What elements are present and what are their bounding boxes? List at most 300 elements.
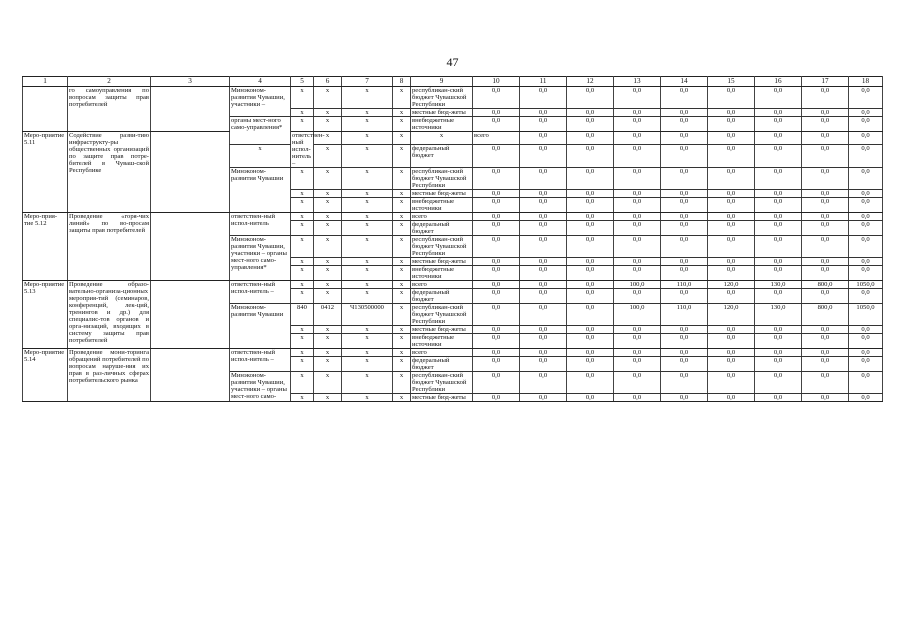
amount-cell: 0,0 <box>708 357 755 372</box>
amount-cell: 0,0 <box>755 109 802 117</box>
amount-cell: 0,0 <box>520 349 567 357</box>
grbs-code: x <box>291 236 314 258</box>
funding-source: республикан-ский бюджет Чувашской Республики <box>411 236 473 258</box>
amount-cell: 0,0 <box>614 349 661 357</box>
amount-cell: 0,0 <box>614 372 661 394</box>
amount-cell: 0,0 <box>614 289 661 304</box>
amount-cell: 0,0 <box>520 221 567 236</box>
amount-cell: 0,0 <box>849 144 883 167</box>
section-code: x <box>314 266 342 281</box>
column-header: 3 <box>151 77 230 87</box>
target-article-code: x <box>342 117 393 132</box>
amount-cell: 0,0 <box>614 117 661 132</box>
amount-cell: 0,0 <box>661 213 708 221</box>
amount-cell: 0,0 <box>567 117 614 132</box>
target-article-code: x <box>393 132 411 145</box>
amount-cell: 0,0 <box>473 394 520 402</box>
section-code: x <box>314 326 342 334</box>
amount-cell: 0,0 <box>614 394 661 402</box>
section-code: x <box>314 190 342 198</box>
measure-title: Проведение мони-торинга обращений потребителей по вопросам наруше-ния их прав в раз-личных сферах потребительского рынка <box>68 349 151 402</box>
amount-cell: 0,0 <box>520 357 567 372</box>
amount-cell: 0,0 <box>473 168 520 190</box>
funding-source: местные бюд-жеты <box>411 190 473 198</box>
measure-title: го самоуправления по вопросам защиты прав потребителей <box>68 87 151 132</box>
amount-cell: 0,0 <box>849 372 883 394</box>
target-article-code: x <box>342 258 393 266</box>
funding-source: республикан-ский бюджет Чувашской Республики <box>411 87 473 109</box>
funding-source: республикан-ский бюджет Чувашской Республики <box>411 304 473 326</box>
amount-cell: 0,0 <box>849 132 883 145</box>
grbs-code: x <box>291 168 314 190</box>
section-code: x <box>314 258 342 266</box>
amount-cell: 0,0 <box>473 304 520 326</box>
section-code: x <box>314 109 342 117</box>
amount-cell: 0,0 <box>849 198 883 213</box>
amount-cell: 0,0 <box>802 190 849 198</box>
funding-source: всего <box>411 349 473 357</box>
amount-cell: 0,0 <box>755 334 802 349</box>
grbs-code: x <box>291 334 314 349</box>
measure-title: Содействие разви-тию инфраструкту-ры общественных организаций по защите прав потре-бителей в Чуваш-ской Республике <box>68 132 151 213</box>
amount-cell: 0,0 <box>849 357 883 372</box>
responsible-executor: Минэконом-развития Чувашии, участники – <box>230 87 291 117</box>
amount-cell: 0,0 <box>473 236 520 258</box>
responsible-executor: органы мест-ного само-управления* <box>230 117 291 145</box>
column-header: 14 <box>661 77 708 87</box>
column-header: 4 <box>230 77 291 87</box>
measure-number: Меро-приятие 5.13 <box>23 281 68 349</box>
expense-type-code: x <box>393 87 411 109</box>
funding-source: внебюджетные источники <box>411 117 473 132</box>
funding-source: республикан-ский бюджет Чувашской Республики <box>411 168 473 190</box>
funding-source: местные бюд-жеты <box>411 258 473 266</box>
amount-cell: 0,0 <box>802 132 849 145</box>
amount-cell: 0,0 <box>614 132 661 145</box>
target-article-code: Ч130500000 <box>342 304 393 326</box>
grbs-code: x <box>291 372 314 394</box>
amount-cell: 0,0 <box>802 357 849 372</box>
amount-cell: 0,0 <box>473 213 520 221</box>
amount-cell: 0,0 <box>802 394 849 402</box>
amount-cell: 0,0 <box>755 357 802 372</box>
grbs-code: x <box>291 289 314 304</box>
amount-cell: 0,0 <box>567 87 614 109</box>
funding-source: федеральный бюджет <box>411 144 473 167</box>
table-row <box>23 213 883 221</box>
column-header: 18 <box>849 77 883 87</box>
amount-cell: 0,0 <box>755 87 802 109</box>
amount-cell: 0,0 <box>567 258 614 266</box>
amount-cell: 0,0 <box>849 394 883 402</box>
target-article-code: x <box>342 109 393 117</box>
amount-cell: 0,0 <box>473 109 520 117</box>
amount-cell: 0,0 <box>614 334 661 349</box>
table-row <box>23 349 883 357</box>
amount-cell: 0,0 <box>567 334 614 349</box>
amount-cell: 0,0 <box>661 87 708 109</box>
responsible-executor: Минэконом-развития Чувашии <box>230 304 291 349</box>
amount-cell: 0,0 <box>520 117 567 132</box>
amount-cell: 0,0 <box>755 258 802 266</box>
amount-cell: 0,0 <box>473 221 520 236</box>
expense-type-code: x <box>393 213 411 221</box>
amount-cell: 0,0 <box>802 109 849 117</box>
amount-cell: 0,0 <box>473 372 520 394</box>
amount-cell: 0,0 <box>661 349 708 357</box>
amount-cell: 0,0 <box>802 326 849 334</box>
amount-cell: 0,0 <box>614 258 661 266</box>
amount-cell: 0,0 <box>802 236 849 258</box>
expense-type-code: x <box>393 394 411 402</box>
amount-cell: 0,0 <box>567 132 614 145</box>
amount-cell: 0,0 <box>708 258 755 266</box>
section-code: x <box>314 372 342 394</box>
grbs-code: x <box>291 213 314 221</box>
amount-cell: 0,0 <box>849 334 883 349</box>
amount-cell: 0,0 <box>661 144 708 167</box>
amount-cell: 0,0 <box>849 213 883 221</box>
amount-cell: 0,0 <box>473 326 520 334</box>
amount-cell: 800,0 <box>802 281 849 289</box>
amount-cell: 0,0 <box>567 168 614 190</box>
amount-cell: 0,0 <box>661 168 708 190</box>
amount-cell: 0,0 <box>567 221 614 236</box>
amount-cell: 0,0 <box>849 289 883 304</box>
amount-cell: 0,0 <box>473 349 520 357</box>
funding-source: местные бюд-жеты <box>411 394 473 402</box>
measure-number: Меро-приятие 5.11 <box>23 132 68 213</box>
column-header: 11 <box>520 77 567 87</box>
column-header: 8 <box>393 77 411 87</box>
target-article-code: x <box>342 266 393 281</box>
amount-cell: 120,0 <box>708 304 755 326</box>
amount-cell: 0,0 <box>520 281 567 289</box>
responsible-executor: Минэконом-развития Чувашии, участники – органы мест-ного само-управления* <box>230 236 291 281</box>
funding-source: федеральный бюджет <box>411 221 473 236</box>
amount-cell: 0,0 <box>473 144 520 167</box>
amount-cell: 0,0 <box>520 109 567 117</box>
amount-cell: 0,0 <box>473 190 520 198</box>
amount-cell: 0,0 <box>473 357 520 372</box>
column-header: 7 <box>342 77 393 87</box>
measure-title: Проведение «горя-чих линий» по во-просам защиты прав потребителей <box>68 213 151 281</box>
grbs-code: x <box>291 87 314 109</box>
amount-cell: 0,0 <box>567 326 614 334</box>
amount-cell: 110,0 <box>661 304 708 326</box>
responsible-executor: ответствен-ный испол-нитель – <box>230 349 291 372</box>
amount-cell: 0,0 <box>520 394 567 402</box>
amount-cell: 0,0 <box>802 198 849 213</box>
amount-cell: 0,0 <box>567 281 614 289</box>
amount-cell: 0,0 <box>567 109 614 117</box>
amount-cell: 0,0 <box>520 132 567 145</box>
expense-type-code: x <box>393 117 411 132</box>
amount-cell: 0,0 <box>661 266 708 281</box>
expense-type-code: x <box>393 357 411 372</box>
funding-source: федеральный бюджет <box>411 357 473 372</box>
section-code: x <box>314 198 342 213</box>
section-code: x <box>314 168 342 190</box>
amount-cell: 0,0 <box>661 258 708 266</box>
amount-cell: 0,0 <box>567 357 614 372</box>
amount-cell: 0,0 <box>567 190 614 198</box>
amount-cell: 0,0 <box>661 236 708 258</box>
amount-cell: 0,0 <box>614 144 661 167</box>
budget-table <box>22 76 883 402</box>
responsible-executor: Минэконом-развития Чувашии <box>230 168 291 213</box>
section-code: 0412 <box>314 304 342 326</box>
header-row <box>23 77 883 87</box>
grbs-code: x <box>291 357 314 372</box>
amount-cell: 0,0 <box>708 190 755 198</box>
target-article-code: x <box>342 213 393 221</box>
amount-cell: 0,0 <box>802 289 849 304</box>
amount-cell: 0,0 <box>614 190 661 198</box>
grbs-code: x <box>291 349 314 357</box>
measure-number: Меро-приятие 5.14 <box>23 349 68 402</box>
amount-cell: 0,0 <box>849 117 883 132</box>
amount-cell: 0,0 <box>849 168 883 190</box>
amount-cell: 1050,0 <box>849 281 883 289</box>
table-row <box>23 132 883 145</box>
amount-cell: 0,0 <box>661 357 708 372</box>
amount-cell: 0,0 <box>802 334 849 349</box>
target-article-code: x <box>342 221 393 236</box>
amount-cell: 0,0 <box>708 326 755 334</box>
funding-source: внебюджетные источники <box>411 198 473 213</box>
column-header: 15 <box>708 77 755 87</box>
empty-cell <box>151 213 230 281</box>
amount-cell: 0,0 <box>708 372 755 394</box>
amount-cell: 0,0 <box>849 266 883 281</box>
amount-cell: 0,0 <box>567 144 614 167</box>
amount-cell: 0,0 <box>802 168 849 190</box>
amount-cell: 0,0 <box>849 87 883 109</box>
amount-cell: 0,0 <box>473 266 520 281</box>
amount-cell: 0,0 <box>708 394 755 402</box>
amount-cell: 0,0 <box>473 87 520 109</box>
expense-type-code: x <box>393 326 411 334</box>
amount-cell: 0,0 <box>567 266 614 281</box>
amount-cell: 0,0 <box>520 236 567 258</box>
target-article-code: x <box>342 198 393 213</box>
amount-cell: 0,0 <box>520 289 567 304</box>
target-article-code: x <box>342 289 393 304</box>
section-code: x <box>314 213 342 221</box>
expense-type-code: x <box>393 190 411 198</box>
expense-type-code: x <box>411 132 473 145</box>
target-article-code: x <box>342 372 393 394</box>
section-code: x <box>314 357 342 372</box>
target-article-code: x <box>342 236 393 258</box>
amount-cell: 0,0 <box>473 117 520 132</box>
amount-cell: 0,0 <box>708 221 755 236</box>
amount-cell: 0,0 <box>755 266 802 281</box>
section-code: x <box>314 221 342 236</box>
funding-source: всего <box>411 213 473 221</box>
expense-type-code: x <box>393 372 411 394</box>
target-article-code: x <box>342 281 393 289</box>
target-article-code: x <box>342 87 393 109</box>
amount-cell: 100,0 <box>614 304 661 326</box>
section-code: x <box>314 117 342 132</box>
amount-cell: 0,0 <box>567 198 614 213</box>
amount-cell: 0,0 <box>567 213 614 221</box>
column-header: 12 <box>567 77 614 87</box>
expense-type-code: x <box>393 144 411 167</box>
amount-cell: 0,0 <box>849 349 883 357</box>
amount-cell: 0,0 <box>520 87 567 109</box>
amount-cell: 0,0 <box>520 190 567 198</box>
amount-cell: 0,0 <box>614 213 661 221</box>
expense-type-code: x <box>393 304 411 326</box>
amount-cell: 0,0 <box>755 221 802 236</box>
target-article-code: x <box>342 357 393 372</box>
target-article-code: x <box>342 326 393 334</box>
amount-cell: 0,0 <box>802 258 849 266</box>
amount-cell: 0,0 <box>614 266 661 281</box>
amount-cell: 0,0 <box>755 213 802 221</box>
amount-cell: 0,0 <box>849 326 883 334</box>
amount-cell: 0,0 <box>708 117 755 132</box>
amount-cell: 0,0 <box>614 221 661 236</box>
amount-cell: 0,0 <box>708 266 755 281</box>
amount-cell: 130,0 <box>755 304 802 326</box>
amount-cell: 0,0 <box>661 117 708 132</box>
amount-cell: 0,0 <box>708 144 755 167</box>
column-header: 5 <box>291 77 314 87</box>
amount-cell: 0,0 <box>708 168 755 190</box>
measure-number <box>23 87 68 132</box>
column-header: 1 <box>23 77 68 87</box>
amount-cell: 0,0 <box>567 394 614 402</box>
grbs-code: x <box>291 281 314 289</box>
empty-cell <box>151 281 230 349</box>
section-code: x <box>314 289 342 304</box>
amount-cell: 0,0 <box>661 326 708 334</box>
amount-cell: 0,0 <box>802 221 849 236</box>
amount-cell: 0,0 <box>661 394 708 402</box>
amount-cell: 0,0 <box>708 132 755 145</box>
table-row <box>23 87 883 109</box>
amount-cell: 0,0 <box>473 281 520 289</box>
amount-cell: 0,0 <box>802 266 849 281</box>
amount-cell: 0,0 <box>567 304 614 326</box>
amount-cell: 0,0 <box>708 334 755 349</box>
amount-cell: 0,0 <box>661 132 708 145</box>
amount-cell: 0,0 <box>802 144 849 167</box>
target-article-code: x <box>342 334 393 349</box>
amount-cell: 0,0 <box>755 394 802 402</box>
amount-cell: 0,0 <box>755 190 802 198</box>
amount-cell: 0,0 <box>802 349 849 357</box>
section-code: x <box>314 334 342 349</box>
expense-type-code: x <box>393 168 411 190</box>
amount-cell: 0,0 <box>614 168 661 190</box>
grbs-code: x <box>291 326 314 334</box>
amount-cell: 0,0 <box>849 221 883 236</box>
column-header: 13 <box>614 77 661 87</box>
funding-source: всего <box>473 132 520 145</box>
grbs-code: x <box>291 198 314 213</box>
column-header: 6 <box>314 77 342 87</box>
funding-source: местные бюд-жеты <box>411 109 473 117</box>
funding-source: федеральный бюджет <box>411 289 473 304</box>
expense-type-code: x <box>393 236 411 258</box>
amount-cell: 0,0 <box>708 87 755 109</box>
expense-type-code: x <box>393 266 411 281</box>
amount-cell: 0,0 <box>614 109 661 117</box>
amount-cell: 100,0 <box>614 281 661 289</box>
expense-type-code: x <box>393 109 411 117</box>
amount-cell: 0,0 <box>520 168 567 190</box>
amount-cell: 0,0 <box>473 289 520 304</box>
amount-cell: 0,0 <box>614 357 661 372</box>
table-row <box>23 281 883 289</box>
grbs-code: x <box>291 117 314 132</box>
expense-type-code: x <box>393 334 411 349</box>
target-article-code: x <box>342 144 393 167</box>
expense-type-code: x <box>393 221 411 236</box>
target-article-code: x <box>342 190 393 198</box>
amount-cell: 0,0 <box>708 349 755 357</box>
column-header: 9 <box>411 77 473 87</box>
grbs-code: x <box>291 190 314 198</box>
grbs-code: x <box>291 266 314 281</box>
amount-cell: 0,0 <box>661 372 708 394</box>
grbs-code: x <box>291 258 314 266</box>
amount-cell: 0,0 <box>520 266 567 281</box>
amount-cell: 0,0 <box>661 109 708 117</box>
amount-cell: 0,0 <box>661 334 708 349</box>
empty-cell <box>151 349 230 402</box>
amount-cell: 0,0 <box>520 326 567 334</box>
expense-type-code: x <box>393 349 411 357</box>
grbs-code: x <box>230 144 291 167</box>
grbs-code: 840 <box>291 304 314 326</box>
amount-cell: 0,0 <box>614 198 661 213</box>
amount-cell: 0,0 <box>849 109 883 117</box>
section-code: x <box>342 132 393 145</box>
amount-cell: 800,0 <box>802 304 849 326</box>
grbs-code: x <box>291 221 314 236</box>
section-code: x <box>314 144 342 167</box>
amount-cell: 0,0 <box>614 87 661 109</box>
amount-cell: 0,0 <box>661 198 708 213</box>
amount-cell: 0,0 <box>520 372 567 394</box>
amount-cell: 0,0 <box>567 236 614 258</box>
amount-cell: 0,0 <box>708 289 755 304</box>
funding-source: всего <box>411 281 473 289</box>
measure-title: Проведение образо-вательно-организа-ционных мероприя-тий (семинаров, конференций, лек-ций, тренингов и др.) для специалис-тов органов и орга-низаций, входящих в систему защиты прав потребителей <box>68 281 151 349</box>
grbs-code: x <box>291 394 314 402</box>
funding-source: местные бюд-жеты <box>411 326 473 334</box>
empty-cell <box>151 87 230 132</box>
column-header: 10 <box>473 77 520 87</box>
amount-cell: 0,0 <box>473 258 520 266</box>
amount-cell: 0,0 <box>708 236 755 258</box>
amount-cell: 0,0 <box>567 372 614 394</box>
funding-source: внебюджетные источники <box>411 334 473 349</box>
amount-cell: 0,0 <box>802 87 849 109</box>
amount-cell: 0,0 <box>755 198 802 213</box>
amount-cell: 0,0 <box>567 349 614 357</box>
amount-cell: 0,0 <box>661 190 708 198</box>
amount-cell: 0,0 <box>473 334 520 349</box>
amount-cell: 0,0 <box>614 236 661 258</box>
amount-cell: 0,0 <box>755 326 802 334</box>
